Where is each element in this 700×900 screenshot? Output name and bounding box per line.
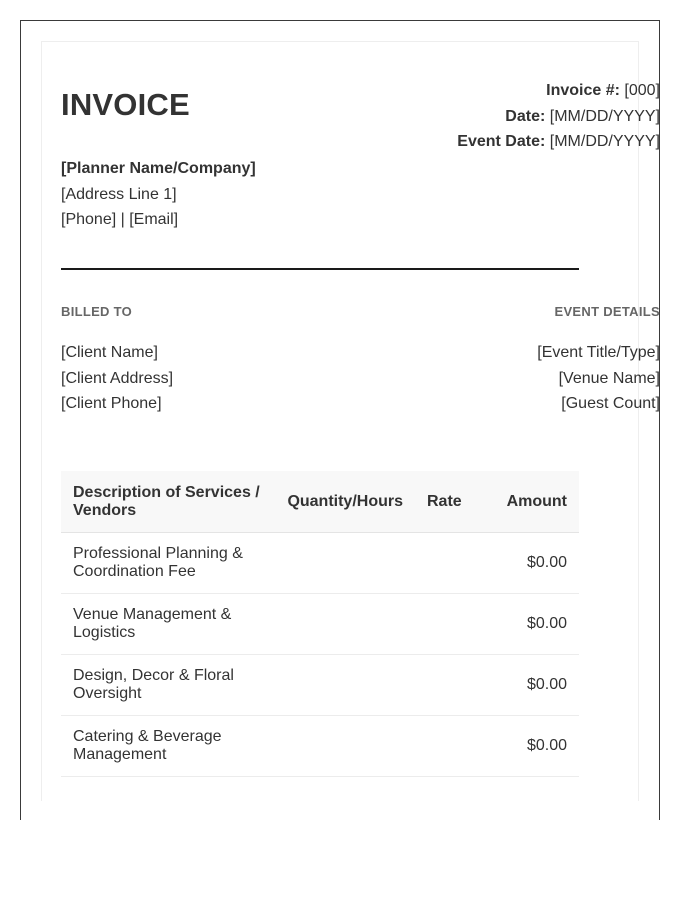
table-row [61,594,579,655]
invoice-date-line [457,104,660,130]
header-divider [61,268,579,270]
row-rate [415,594,474,655]
event-date-label: Event Date: [457,133,546,150]
rate-column-header: Rate [415,471,474,533]
table-row [61,655,579,716]
client-address: [Client Address] [61,369,174,387]
row-quantity [275,594,415,655]
description-column-header: Description of Services / Vendors [61,471,275,533]
table-row [61,716,579,777]
invoice-number-line [457,78,660,104]
row-amount: $0.00 [474,655,579,716]
row-description: Catering & Beverage Management [61,716,275,777]
event-date-line [457,129,660,155]
table-header-row [61,471,579,533]
quantity-column-header: Quantity/Hours [275,471,415,533]
guest-count: [Guest Count] [561,395,660,412]
row-description: Professional Planning & Coordination Fee [61,533,275,594]
row-amount: $0.00 [474,594,579,655]
invoice-number-value: [000] [624,82,660,99]
row-quantity [275,655,415,716]
client-phone: [Client Phone] [61,395,162,412]
services-table [61,471,579,777]
planner-address: [Address Line 1] [61,185,177,203]
row-amount: $0.00 [474,716,579,777]
invoice-number-label: Invoice #: [546,82,620,99]
invoice-meta [457,78,660,155]
invoice-date-value: [MM/DD/YYYY] [549,107,660,125]
row-description: Design, Decor & Floral Oversight [61,655,275,716]
event-details-block [537,340,660,417]
amount-column-header: Amount [474,471,579,533]
row-amount: $0.00 [474,533,579,594]
billed-to-heading: BILLED TO [61,304,133,319]
event-title: [Event Title/Type] [537,344,660,361]
billed-to-block [61,340,173,417]
client-name: [Client Name] [61,344,158,361]
venue-name: [Venue Name] [558,369,660,387]
row-quantity [275,716,415,777]
row-quantity [275,533,415,594]
row-rate [415,716,474,777]
planner-name: [Planner Name/Company] [61,160,256,177]
planner-contact: [Phone] | [Email] [61,211,179,228]
row-description: Venue Management & Logistics [61,594,275,655]
planner-info [61,156,256,233]
invoice-title: INVOICE [61,87,190,122]
invoice-date-label: Date: [505,107,546,125]
row-rate [415,533,474,594]
event-details-heading: EVENT DETAILS [554,304,660,319]
table-row [61,533,579,594]
event-date-value: [MM/DD/YYYY] [549,133,660,150]
row-rate [415,655,474,716]
